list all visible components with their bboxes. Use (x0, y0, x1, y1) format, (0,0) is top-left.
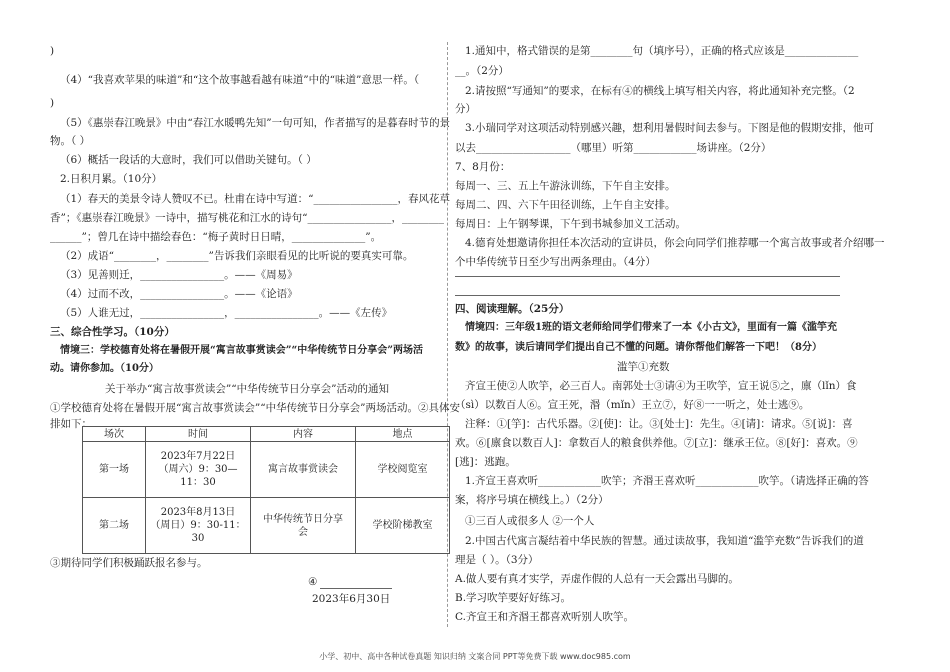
text-line: 分） (455, 103, 476, 115)
question-4-line: 4.德育处想邀请你担任本次活动的宣讲员，你会向同学们推荐哪一个寓言故事或者介绍哪一 (465, 237, 885, 249)
annotation-line: 欢。⑥[廪食以数百人]：拿数百人的粮食供养他。⑦[立]：继承王位。⑧[好]：喜欢。⑨ (455, 437, 858, 449)
schedule-line: 每周二、四、六下午田径训练，上午自主安排。 (455, 199, 676, 211)
content-cell (251, 498, 356, 554)
notice-date: 2023年6月30日 (312, 593, 391, 605)
text-line: ) (50, 97, 55, 109)
text-line: （1）春天的美景令诗人赞叹不已。杜甫在诗中写道：“________________，春风花草 (60, 193, 451, 205)
notice-title: 关于举办“寓言故事赏读会”“中华传统节日分享会”活动的通知 (105, 383, 389, 395)
text-line: 案，将序号填在横线上。）（2分） (455, 494, 609, 506)
time-cell (146, 498, 251, 554)
table-row (83, 498, 450, 554)
table-header: 内容 (251, 427, 356, 442)
text-line: （5）人谁无过，________________，________________。——《左传》 (60, 307, 393, 319)
signature-blank (320, 588, 392, 589)
content-text: 中华传统节日分享会 (263, 513, 343, 538)
answer-line (455, 276, 840, 277)
session-cell: 第一场 (83, 442, 146, 498)
page-footer: 小学、初中、高中各种试卷真题 知识归纳 文案合同 PPT等免费下载 www.doc985.com (319, 652, 631, 661)
text-line: 以去__________________（哪里）听第____________场讲座。（2分） (455, 142, 772, 154)
table-header: 时间 (146, 427, 251, 442)
annotation-line: [逃]：逃跑。 (455, 456, 516, 468)
question-6-line: （6）概括一段话的大意时，我们可以借助关键句。（ ） (60, 154, 317, 166)
choice-b: B.学习吹竽要好好练习。 (455, 592, 572, 604)
scenario-4-text: 数》的故事，读后请同学们提出自己不懂的问题。请你帮他们解答一下吧！（8分） (455, 342, 822, 353)
scenario-3-text: 情境三：学校德育处将在暑假开展“寓言故事赏读会”“中华传统节日分享会”两场活 (60, 345, 424, 356)
time-line: 2023年7月22日 (160, 451, 236, 462)
question-5-line: （5）《惠崇春江晚景》中由“春江水暖鸭先知”一句可知，作者描写的是暮春时节的景 (60, 117, 451, 129)
story-title: 滥竽①充数 (617, 361, 670, 373)
text-line: （3）见善则迁，________________。——《周易》 (60, 269, 298, 281)
scenario-3-text: 动。请你参加。（10分） (50, 363, 159, 374)
choice-c: C.齐宣王和齐湣王都喜欢听别人吹竽。 (455, 611, 634, 623)
story-line: 齐宣王使②人吹竽，必三百人。南郭处士③请④为王吹竽，宣王说⑤之，廪（lǐn）食 (465, 380, 857, 392)
schedule-line: 每周日：上午钢琴课，下午到书城参加义工活动。 (455, 218, 686, 230)
question-1-line: 1.通知中，格式错误的是第________句（填序号），正确的格式应该是______________ (465, 45, 859, 57)
text-line: 香”；《惠崇春江晚景》一诗中，描写桃花和江水的诗句“________________，________ (50, 212, 444, 224)
schedule-table (82, 426, 450, 554)
content-cell: 寓言故事赏读会 (251, 442, 356, 498)
text-line: ______”；曾几在诗中描绘春色：“梅子黄时日日晴，______________”。 (50, 231, 382, 243)
text-line: __。（2分） (455, 65, 509, 77)
question-2-heading: 2.日积月累。（10分） (60, 173, 163, 185)
schedule-line: 每周一、三、五上午游泳训练，下午自主安排。 (455, 180, 676, 192)
table-header: 场次 (83, 427, 146, 442)
reading-question-2: 2.中国古代寓言凝结着中华民族的智慧。通过读故事，我知道“滥竽充数”告诉我们的道 (465, 535, 864, 547)
table-row (83, 442, 450, 498)
time-line: 2023年8月13日 (160, 507, 236, 518)
place-cell: 学校阅览室 (356, 442, 450, 498)
schedule-line: 7、8月份： (455, 161, 511, 173)
time-line: 30 (191, 533, 205, 544)
story-line: （sì）以数百人⑥。宣王死，湣（mǐn）王立⑦，好⑧一一听之，处士逃⑨。 (455, 399, 810, 411)
text-line: （4）过而不改，________________。——《论语》 (60, 288, 298, 300)
place-cell: 学校阶梯教室 (356, 498, 450, 554)
annotation-line: 注释：①[竽]：古代乐器。②[使]：让。③[处士]：先生。④[请]：请求。⑤[说]：喜 (465, 418, 853, 430)
text-line: （2）成语“________，________”告诉我们亲眼看见的比听说的要真实可靠。 (60, 250, 414, 262)
question-4-line: （4）“我喜欢苹果的味道”和“这个故事越看越有味道”中的“味道”意思一样。（ (60, 74, 420, 86)
text-line: 理是（ ）。（3分） (455, 554, 539, 566)
session-cell: 第二场 (83, 498, 146, 554)
text-line: 物。（ ） (50, 135, 91, 147)
table-header: 地点 (356, 427, 450, 442)
section-3-title: 三、综合性学习。（10分） (50, 326, 175, 338)
time-line: （周六）9：30— (158, 464, 238, 475)
notice-paragraph: 排如下： (50, 418, 92, 430)
notice-paragraph: ③期待同学们积极踊跃报名参与。 (50, 557, 208, 569)
time-line: （周日）9：30-11： (150, 520, 246, 531)
options-line: ①三百人或很多人 ②一个人 (465, 515, 595, 527)
text-line: 个中华传统节日至少写出两条理由。（4分） (455, 256, 656, 268)
section-4-title: 四、阅读理解。（25分） (455, 303, 570, 315)
notice-paragraph: ①学校德育处将在暑假开展“寓言故事赏读会”“中华传统节日分享会”两场活动。②具体安 (50, 402, 460, 414)
time-cell (146, 442, 251, 498)
time-line: 11：30 (180, 477, 216, 488)
choice-a: A.做人要有真才实学，弄虚作假的人总有一天会露出马脚的。 (455, 573, 739, 585)
answer-line (455, 295, 840, 296)
signature-label: ④ (308, 576, 318, 588)
text-line: ) (50, 45, 55, 57)
question-2-line: 2.请按照“写通知”的要求，在标有④的横线上填写相关内容，将此通知补充完整。（2 (465, 85, 855, 97)
scenario-4-text: 情境四：三年级1班的语文老师给同学们带来了一本《小古文》，里面有一篇《滥竽充 (465, 322, 837, 333)
question-3-line: 3.小瑞同学对这项活动特别感兴趣，想利用暑假时间去参与。下图是他的假期安排，他可 (465, 122, 875, 134)
reading-question-1: 1.齐宣王喜欢听____________吹竽；齐湣王喜欢听____________吹竽。（请选择正确的答 (465, 475, 869, 487)
